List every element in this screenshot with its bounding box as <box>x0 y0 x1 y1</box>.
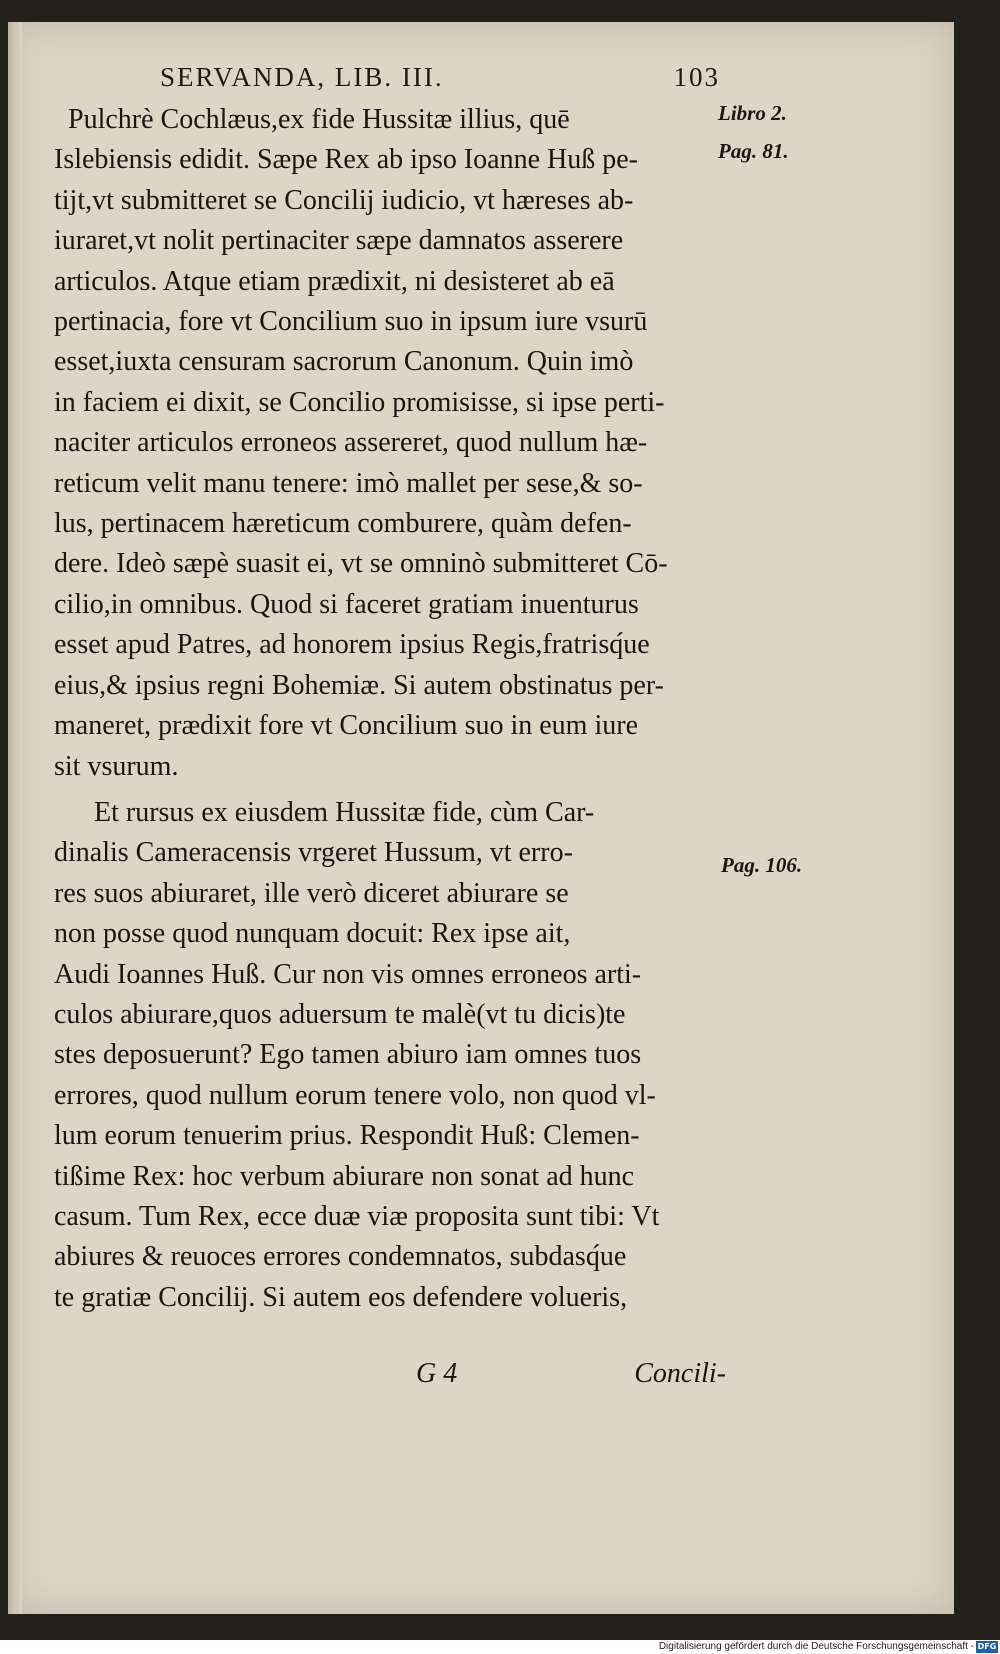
main-text <box>54 100 726 1318</box>
catchword: Concili- <box>634 1358 726 1389</box>
margin-note-pag-81: Pag. 81. <box>718 139 789 163</box>
book-page <box>8 22 954 1614</box>
margin-note-libro: Libro 2. <box>718 101 787 125</box>
page-gutter-edge <box>8 22 22 1614</box>
page-number: 103 <box>673 62 720 92</box>
funding-credit: Digitalisierung gefördert durch die Deutsche Forschungsgemeinschaft - <box>658 1641 974 1652</box>
paragraph-1: Pulchrè Cochlæus,ex fide Hussitæ illius, quē Islebiensis edidit. Sæpe Rex ab ipso Ioanne Huß pe- tijt,vt submitteret se Concilij iudicio, vt hæreses ab- iuraret,vt nolit pertinaciter sæpe damnatos asserere articulos. Atque etiam prædixit, ni desisteret ab eā pertinacia, fore vt Concilium suo in ipsum iure vsurū esset,iuxta censuram sacrorum Canonum. Quin imò in faciem ei dixit, se Concilio promisisse, si ipse perti- naciter articulos erroneos assereret, quod nullum hæ- reticum velit manu tenere: imò mallet per sese,& so- lus, pertinacem hæreticum comburere, quàm defen- dere. Ideò sæpè suasit ei, vt se omninò submitteret Cō- cilio,in omnibus. Quod si faceret gratiam inuenturus esset apud Patres, ad honorem ipsius Regis,fratrisq́ue eius,& ipsius regni Bohemiæ. Si autem obstinatus per- maneret, prædixit fore vt Concilium suo in eum iure sit vsurum. <box>54 104 668 782</box>
digitization-footer <box>0 1640 1000 1654</box>
signature-mark: G 4 <box>416 1358 458 1389</box>
paragraph-2: Et rursus ex eiusdem Hussitæ fide, cùm Car- dinalis Cameracensis vrgeret Hussum, vt erro- res suos abiuraret, ille verò diceret abiurare se non posse quod nunquam docuit: Rex ipse ait, Audi Ioannes Huß. Cur non vis omnes erroneos arti- culos abiurare,quos aduersum te malè(vt tu dicis)te stes deposuerunt? Ego tamen abiuro iam omnes tuos errores, quod nullum eorum tenere volo, non quod vl- lum eorum tenuerim prius. Respondit Huß: Clemen- tißime Rex: hoc verbum abiurare non sonat ad hunc casum. Tum Rex, ecce duæ viæ proposita sunt tibi: Vt abiures & reuoces errores condemnatos, subdasq́ue te gratiæ Concilij. Si autem eos defendere volueris, <box>54 796 660 1313</box>
signature-line <box>416 1358 726 1398</box>
running-head-title: SERVANDA, LIB. III. <box>160 62 444 92</box>
margin-note-pag-106: Pag. 106. <box>721 853 803 877</box>
dfg-logo: DFG <box>977 1642 997 1651</box>
